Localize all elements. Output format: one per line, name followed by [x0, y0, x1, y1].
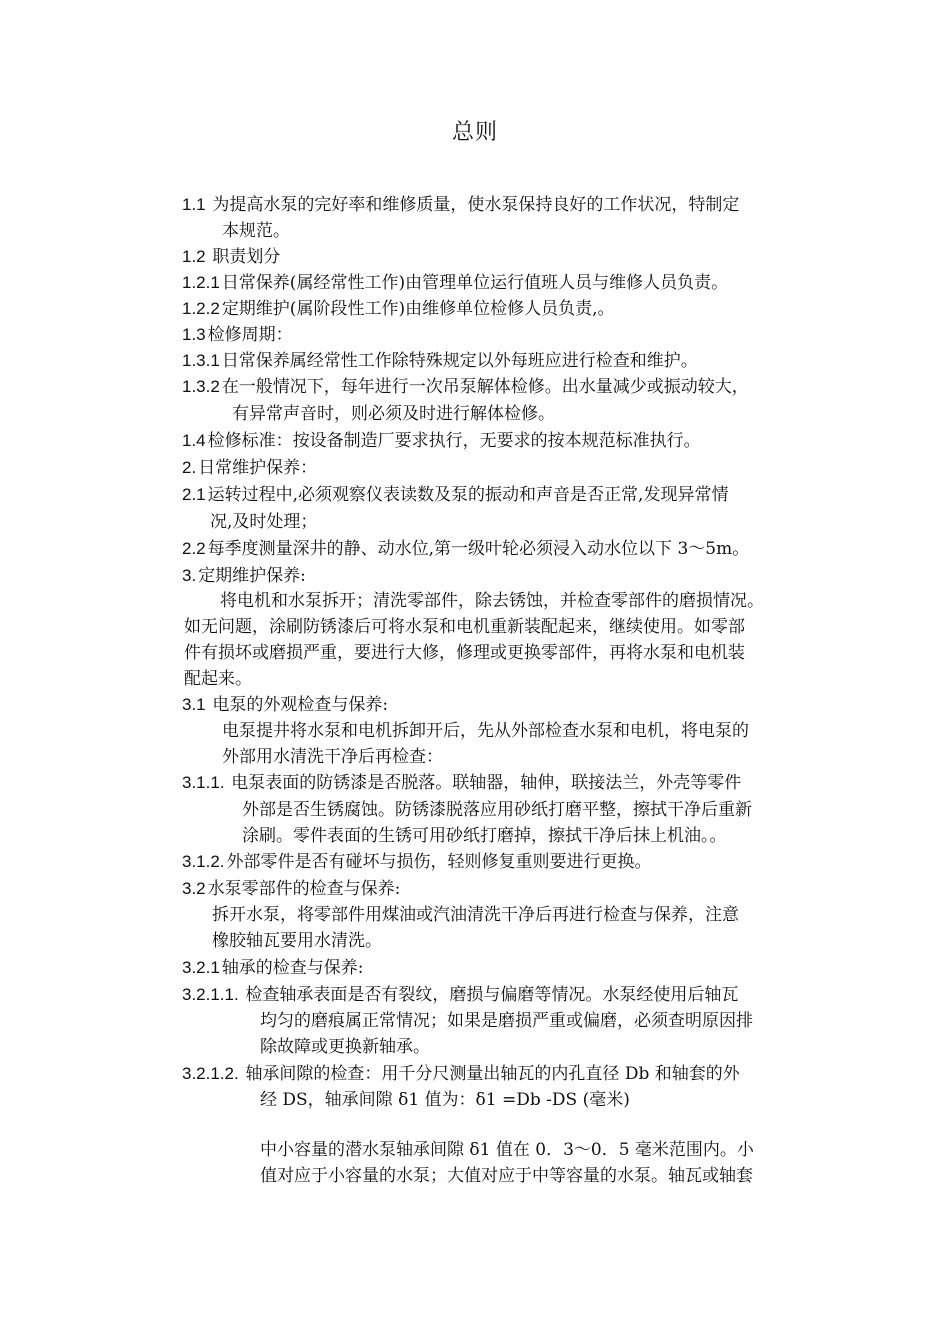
line-text: 职责划分 — [212, 247, 281, 267]
line-text: 每季度测量深井的静、动水位,第一级叶轮必须浸入动水位以下 3～5m。 — [207, 539, 750, 559]
text-line — [182, 876, 400, 902]
section-number: 3.1.1. — [182, 773, 230, 792]
text-line — [230, 401, 555, 427]
text-line — [240, 823, 727, 849]
line-text: 水泵零部件的检查与保养: — [207, 879, 401, 899]
text-line — [182, 455, 317, 481]
line-text: 有异常声音时，则必须及时进行解体检修。 — [232, 404, 555, 424]
text-line — [182, 348, 698, 374]
text-line — [258, 1163, 753, 1189]
line-text: 经 DS，轴承间隙 δ1 值为：δ1 =Db -DS (毫米) — [260, 1090, 630, 1110]
text-line — [182, 982, 738, 1008]
line-text: 除故障或更换新轴承。 — [260, 1037, 430, 1057]
text-line — [182, 244, 280, 270]
text-line — [210, 928, 382, 954]
section-number: 1.2 — [182, 247, 211, 266]
section-number: 3.2.1.1. — [182, 985, 244, 1004]
text-line — [210, 902, 739, 928]
section-number: 1.3 — [182, 325, 206, 344]
line-text: 轴承的检查与保养: — [221, 958, 364, 978]
section-number: 3.2.1.2. — [182, 1064, 244, 1083]
line-text: 外部用水清洗干净后再检查： — [222, 747, 443, 767]
text-line — [182, 563, 306, 589]
line-text: 涂刷。零件表面的生锈可用砂纸打磨掉，擦拭干净后抹上机油。。 — [242, 826, 727, 846]
text-line — [182, 374, 749, 400]
text-line — [258, 1137, 754, 1163]
line-text: 均匀的磨痕属正常情况；如果是磨损严重或偏磨，必须查明原因排 — [260, 1011, 753, 1031]
text-line — [258, 1087, 630, 1113]
line-text: 为提高水泵的完好率和维修质量，使水泵保持良好的工作状况，特制定 — [212, 195, 740, 215]
line-text: 运转过程中,必须观察仪表读数及泵的振动和声音是否正常,发现异常情 — [207, 485, 729, 505]
section-number: 3.2.1 — [182, 958, 220, 977]
section-number: 1.2.1 — [182, 273, 220, 292]
section-number: 1.1 — [182, 195, 211, 214]
line-text: 值对应于小容量的水泵；大值对应于中等容量的水泵。轴瓦或轴套 — [260, 1166, 753, 1186]
section-number: 2.2 — [182, 539, 206, 558]
text-line — [220, 218, 290, 244]
line-text: 定期维护(属阶段性工作)由维修单位检修人员负责,。 — [221, 299, 615, 319]
text-line — [182, 640, 745, 666]
text-line — [220, 744, 443, 770]
line-text: 中小容量的潜水泵轴承间隙 δ1 值在 0．3～0．5 毫米范围内。小 — [260, 1140, 754, 1160]
section-number: 1.2.2 — [182, 299, 220, 318]
line-text: 橡胶轴瓦要用水清洗。 — [212, 931, 382, 951]
line-text: 日常保养(属经常性工作)由管理单位运行值班人员与维修人员负责。 — [221, 273, 729, 293]
text-line — [182, 666, 252, 692]
text-line — [182, 270, 728, 296]
section-number: 3.2 — [182, 879, 206, 898]
text-line — [240, 797, 752, 823]
line-text: 电泵表面的防锈漆是否脱落。联轴器，轴伸，联接法兰，外壳等零件 — [231, 773, 742, 793]
text-line — [182, 322, 293, 348]
line-text: 电泵提井将水泵和电机拆卸开后，先从外部检查水泵和电机，将电泵的 — [222, 721, 749, 741]
section-number: 3. — [182, 566, 197, 585]
section-number: 3.1.2. — [182, 852, 225, 871]
line-text: 在一般情况下，每年进行一次吊泵解体检修。出水量减少或振动较大， — [221, 377, 749, 397]
text-line — [208, 509, 317, 535]
text-line — [218, 588, 764, 614]
text-line — [182, 1061, 740, 1087]
text-line — [182, 770, 741, 796]
line-text: 拆开水泵，将零部件用煤油或汽油清洗干净后再进行检查与保养，注意 — [212, 905, 739, 925]
line-text: 如无问题，涂刷防锈漆后可将水泵和电机重新装配起来，继续使用。如零部 — [184, 617, 745, 637]
section-number: 2.1 — [182, 485, 206, 504]
text-line — [182, 692, 388, 718]
section-number: 3.1 — [182, 695, 211, 714]
section-number: 1.3.2 — [182, 377, 220, 396]
text-line — [182, 192, 739, 218]
line-text: 电泵的外观检查与保养: — [212, 695, 389, 715]
line-text: 日常维护保养： — [198, 458, 318, 478]
text-line — [182, 614, 745, 640]
line-text: 配起来。 — [184, 669, 252, 689]
line-text: 日常保养属经常性工作除特殊规定以外每班应进行检查和维护。 — [221, 351, 698, 371]
line-text: 轴承间隙的检查：用千分尺测量出轴瓦的内孔直径 Db 和轴套的外 — [245, 1064, 740, 1084]
section-number: 1.4 — [182, 431, 206, 450]
text-line — [258, 1034, 430, 1060]
line-text: 检修周期： — [207, 325, 293, 345]
line-text: 检修标准：按设备制造厂要求执行，无要求的按本规范标准执行。 — [207, 431, 701, 451]
line-text: 外部是否生锈腐蚀。防锈漆脱落应用砂纸打磨平整，擦拭干净后重新 — [242, 800, 752, 820]
text-line — [182, 428, 701, 454]
section-number: 1.3.1 — [182, 351, 220, 370]
text-line — [182, 482, 728, 508]
line-text: 检查轴承表面是否有裂纹，磨损与偏磨等情况。水泵经使用后轴瓦 — [245, 985, 739, 1005]
text-line — [182, 296, 614, 322]
line-text: 外部零件是否有碰坏与损伤，轻则修复重则要进行更换。 — [226, 852, 652, 872]
page-title: 总则 — [451, 120, 498, 145]
text-line — [182, 955, 364, 981]
line-text: 将电机和水泵拆开；清洗零部件，除去锈蚀，并检查零部件的磨损情况。 — [220, 591, 764, 611]
line-text: 本规范。 — [222, 221, 290, 241]
line-text: 况,及时处理； — [210, 512, 318, 532]
text-line — [182, 849, 652, 875]
text-line — [258, 1008, 753, 1034]
text-line — [182, 536, 749, 562]
line-text: 定期维护保养: — [198, 566, 306, 586]
section-number: 2. — [182, 458, 197, 477]
text-line — [220, 718, 749, 744]
line-text: 件有损坏或磨损严重，要进行大修，修理或更换零部件，再将水泵和电机装 — [184, 643, 745, 663]
